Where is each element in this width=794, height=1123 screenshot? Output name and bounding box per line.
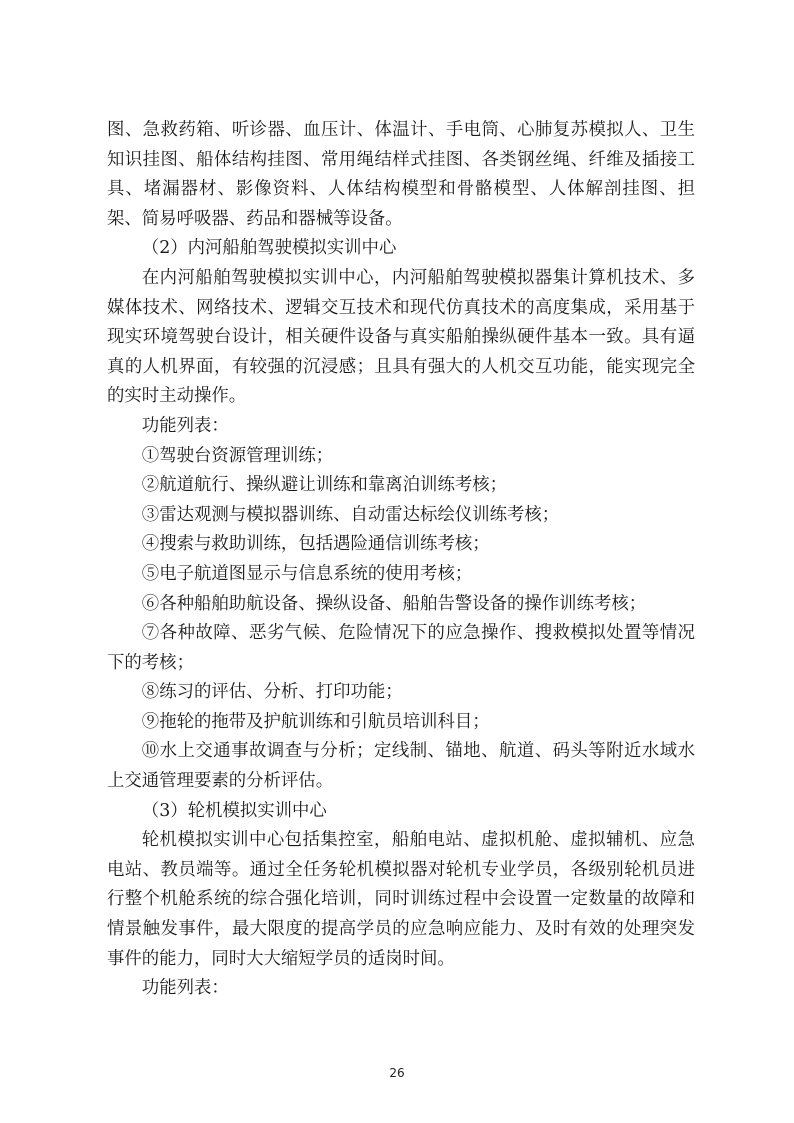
paragraph: ④搜索与救助训练，包括遇险通信训练考核；	[141, 534, 490, 555]
paragraph: ①驾驶台资源管理训练；	[141, 445, 334, 466]
paragraph: ②航道航行、操纵避让训练和靠离泊训练考核；	[141, 475, 508, 496]
paragraph: 在内河船舶驾驶模拟实训中心，内河船舶驾驶模拟器集计算机技术、多媒体技术、网络技术、逻辑交互技术和现代仿真技术的高度集成，采用基于现实环境驾驶台设计，相关硬件设备与真实船舶操纵硬件基本一致。具有逼真的人机界面，有较强的沉浸感；且具有强大的人机交互功能，能实现完全的实时主动操作。	[107, 267, 695, 407]
page-number: 26	[389, 1066, 405, 1080]
paragraph: （2）内河船舶驾驶模拟实训中心	[141, 238, 397, 259]
paragraph: 功能列表：	[141, 978, 229, 999]
paragraph: ③雷达观测与模拟器训练、自动雷达标绘仪训练考核；	[141, 504, 560, 525]
paragraph: ⑩水上交通事故调查与分析；定线制、锚地、航道、码头等附近水域水上交通管理要素的分析评估。	[107, 741, 695, 792]
paragraph: 功能列表：	[141, 415, 229, 436]
paragraph: 图、急救药箱、听诊器、血压计、体温计、手电筒、心肺复苏模拟人、卫生知识挂图、船体结构挂图、常用绳结样式挂图、各类钢丝绳、纤维及插接工具、堵漏器材、影像资料、人体结构模型和骨骼模型、人体解剖挂图、担架、简易呼吸器、药品和器械等设备。	[107, 120, 695, 229]
paragraph: ⑨拖轮的拖带及护航训练和引航员培训科目；	[141, 711, 490, 732]
body-text	[107, 116, 695, 1004]
paragraph: ⑦各种故障、恶劣气候、危险情况下的应急操作、搜救模拟处置等情况下的考核；	[107, 623, 695, 673]
paragraph: 轮机模拟实训中心包括集控室，船舶电站、虚拟机舱、虚拟辅机、应急电站、教员端等。通过全任务轮机模拟器对轮机专业学员，各级别轮机员进行整个机舱系统的综合强化培训，同时训练过程中会设置一定数量的故障和情景触发事件，最大限度的提高学员的应急响应能力、及时有效的处理突发事件的能力，同时大大缩短学员的适岗时间。	[107, 830, 695, 969]
paragraph: ⑧练习的评估、分析、打印功能；	[141, 682, 403, 703]
paragraph: （3）轮机模拟实训中心	[141, 800, 327, 821]
paragraph: ⑤电子航道图显示与信息系统的使用考核；	[141, 563, 473, 584]
paragraph: ⑥各种船舶助航设备、操纵设备、船舶告警设备的操作训练考核；	[141, 593, 647, 614]
